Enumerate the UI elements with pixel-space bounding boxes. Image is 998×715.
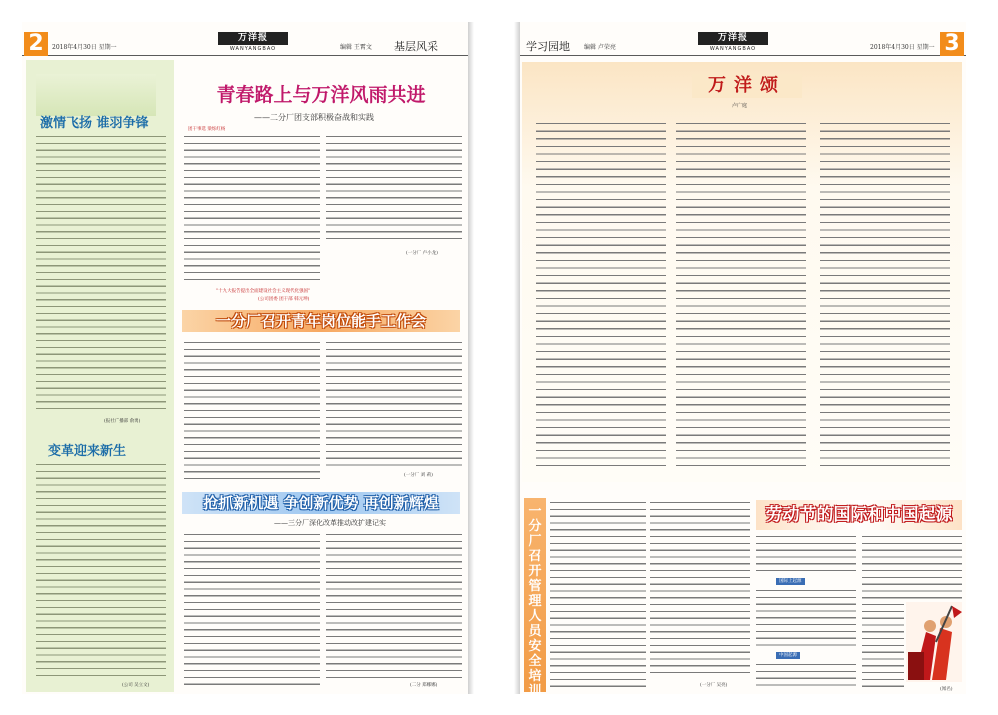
story2-headline: 一分厂召开青年岗位能手工作会 [215, 312, 426, 330]
side-article-title-2: 变革迎来新生 [48, 444, 127, 459]
editor-line: 编辑 卢荣亮 [584, 44, 616, 51]
labor-body-col-5 [862, 602, 904, 688]
safety-body-col-1 [550, 500, 646, 688]
side-head-bg [36, 74, 156, 116]
page-header-left [22, 22, 468, 56]
labor-body-col-1 [756, 534, 856, 576]
masthead [698, 32, 768, 54]
editor-line: 编辑 王霄文 [340, 44, 372, 51]
safety-vertical-headline: 一分厂召开管理人员安全培训会 [524, 498, 546, 692]
labor-box-china: 中国起源 [776, 652, 800, 659]
story3-headline: 抢抓新机遇 争创新优势 再创新辉煌 [203, 494, 439, 512]
side-article-title-1: 激情飞扬 谁羽争锋 [40, 116, 149, 131]
date-line: 2018年4月30日 星期一 [52, 44, 117, 51]
story2-body-col-1 [184, 340, 320, 480]
story2-body-col-2 [326, 340, 462, 468]
side-article-body-1 [36, 134, 166, 414]
labor-body-col-3 [756, 662, 856, 690]
safety-body-col-2 [650, 500, 750, 676]
side-article-byline-1: (报社广播部 俞勇) [104, 419, 141, 424]
poem-author: 卢广庭 [732, 103, 748, 109]
section-name: 基层风采 [394, 40, 438, 53]
propaganda-poster-image [906, 602, 962, 682]
lead-kicker: 团干事选 梁烁红杨 [188, 127, 226, 132]
story3-banner [182, 492, 460, 514]
story3-sign: (二分 郑娜娜) [410, 683, 438, 688]
story3-subhead: ——三分厂深化改革推动改扩建记实 [274, 519, 386, 527]
masthead-logo: 万洋报 [218, 32, 288, 45]
side-article-body-2 [36, 462, 166, 680]
page-header-right [520, 22, 966, 56]
lead-quote-2: (公司团委 团干部 韩元坤) [258, 297, 310, 302]
masthead-sub: WANYANGBAO [229, 46, 277, 52]
story2-sign: (一分厂 刘 莉) [404, 473, 433, 478]
masthead-sub: WANYANGBAO [709, 46, 757, 52]
lead-body-col-1 [184, 134, 320, 284]
safety-sign: (一分厂 吴亮) [700, 683, 728, 688]
section-name: 学习园地 [526, 40, 570, 53]
page-number-badge: 3 [940, 32, 964, 56]
date-line: 2018年4月30日 星期一 [870, 44, 935, 51]
lead-quote: "十九大报告提出全面建设社会主义现代化强国" [216, 289, 311, 294]
poem-title: 万洋颂 [692, 74, 802, 98]
side-article-byline-2: (公司 吴立文) [122, 683, 150, 688]
page-number-badge: 2 [24, 32, 48, 56]
poem-col-3 [820, 120, 950, 470]
story2-banner [182, 310, 460, 332]
lead-headline: 青春路上与万洋风雨共进 [216, 84, 426, 106]
labor-sign: (闻名) [940, 687, 953, 692]
page-2 [22, 22, 468, 694]
side-column [26, 60, 174, 692]
lead-subhead: ——二分厂团支部积极奋战和实践 [254, 113, 374, 122]
labor-box-international: 国际上起源 [776, 578, 805, 585]
labor-banner [756, 500, 962, 530]
labor-headline: 劳动节的国际和中国起源 [765, 505, 953, 525]
lead-sign: (一分厂 卢小龙) [406, 251, 438, 256]
lead-body-col-2 [326, 134, 462, 244]
story3-body-col-1 [184, 532, 320, 688]
labor-body-col-4 [862, 534, 962, 600]
poem-col-1 [536, 120, 666, 470]
poem-panel [522, 62, 962, 482]
masthead [218, 32, 288, 54]
labor-body-col-2 [756, 588, 856, 650]
story3-body-col-2 [326, 532, 462, 680]
main-column [178, 60, 466, 692]
page-3 [520, 22, 966, 714]
poem-col-2 [676, 120, 806, 470]
gutter-shadow-left [468, 22, 474, 694]
masthead-logo: 万洋报 [698, 32, 768, 45]
